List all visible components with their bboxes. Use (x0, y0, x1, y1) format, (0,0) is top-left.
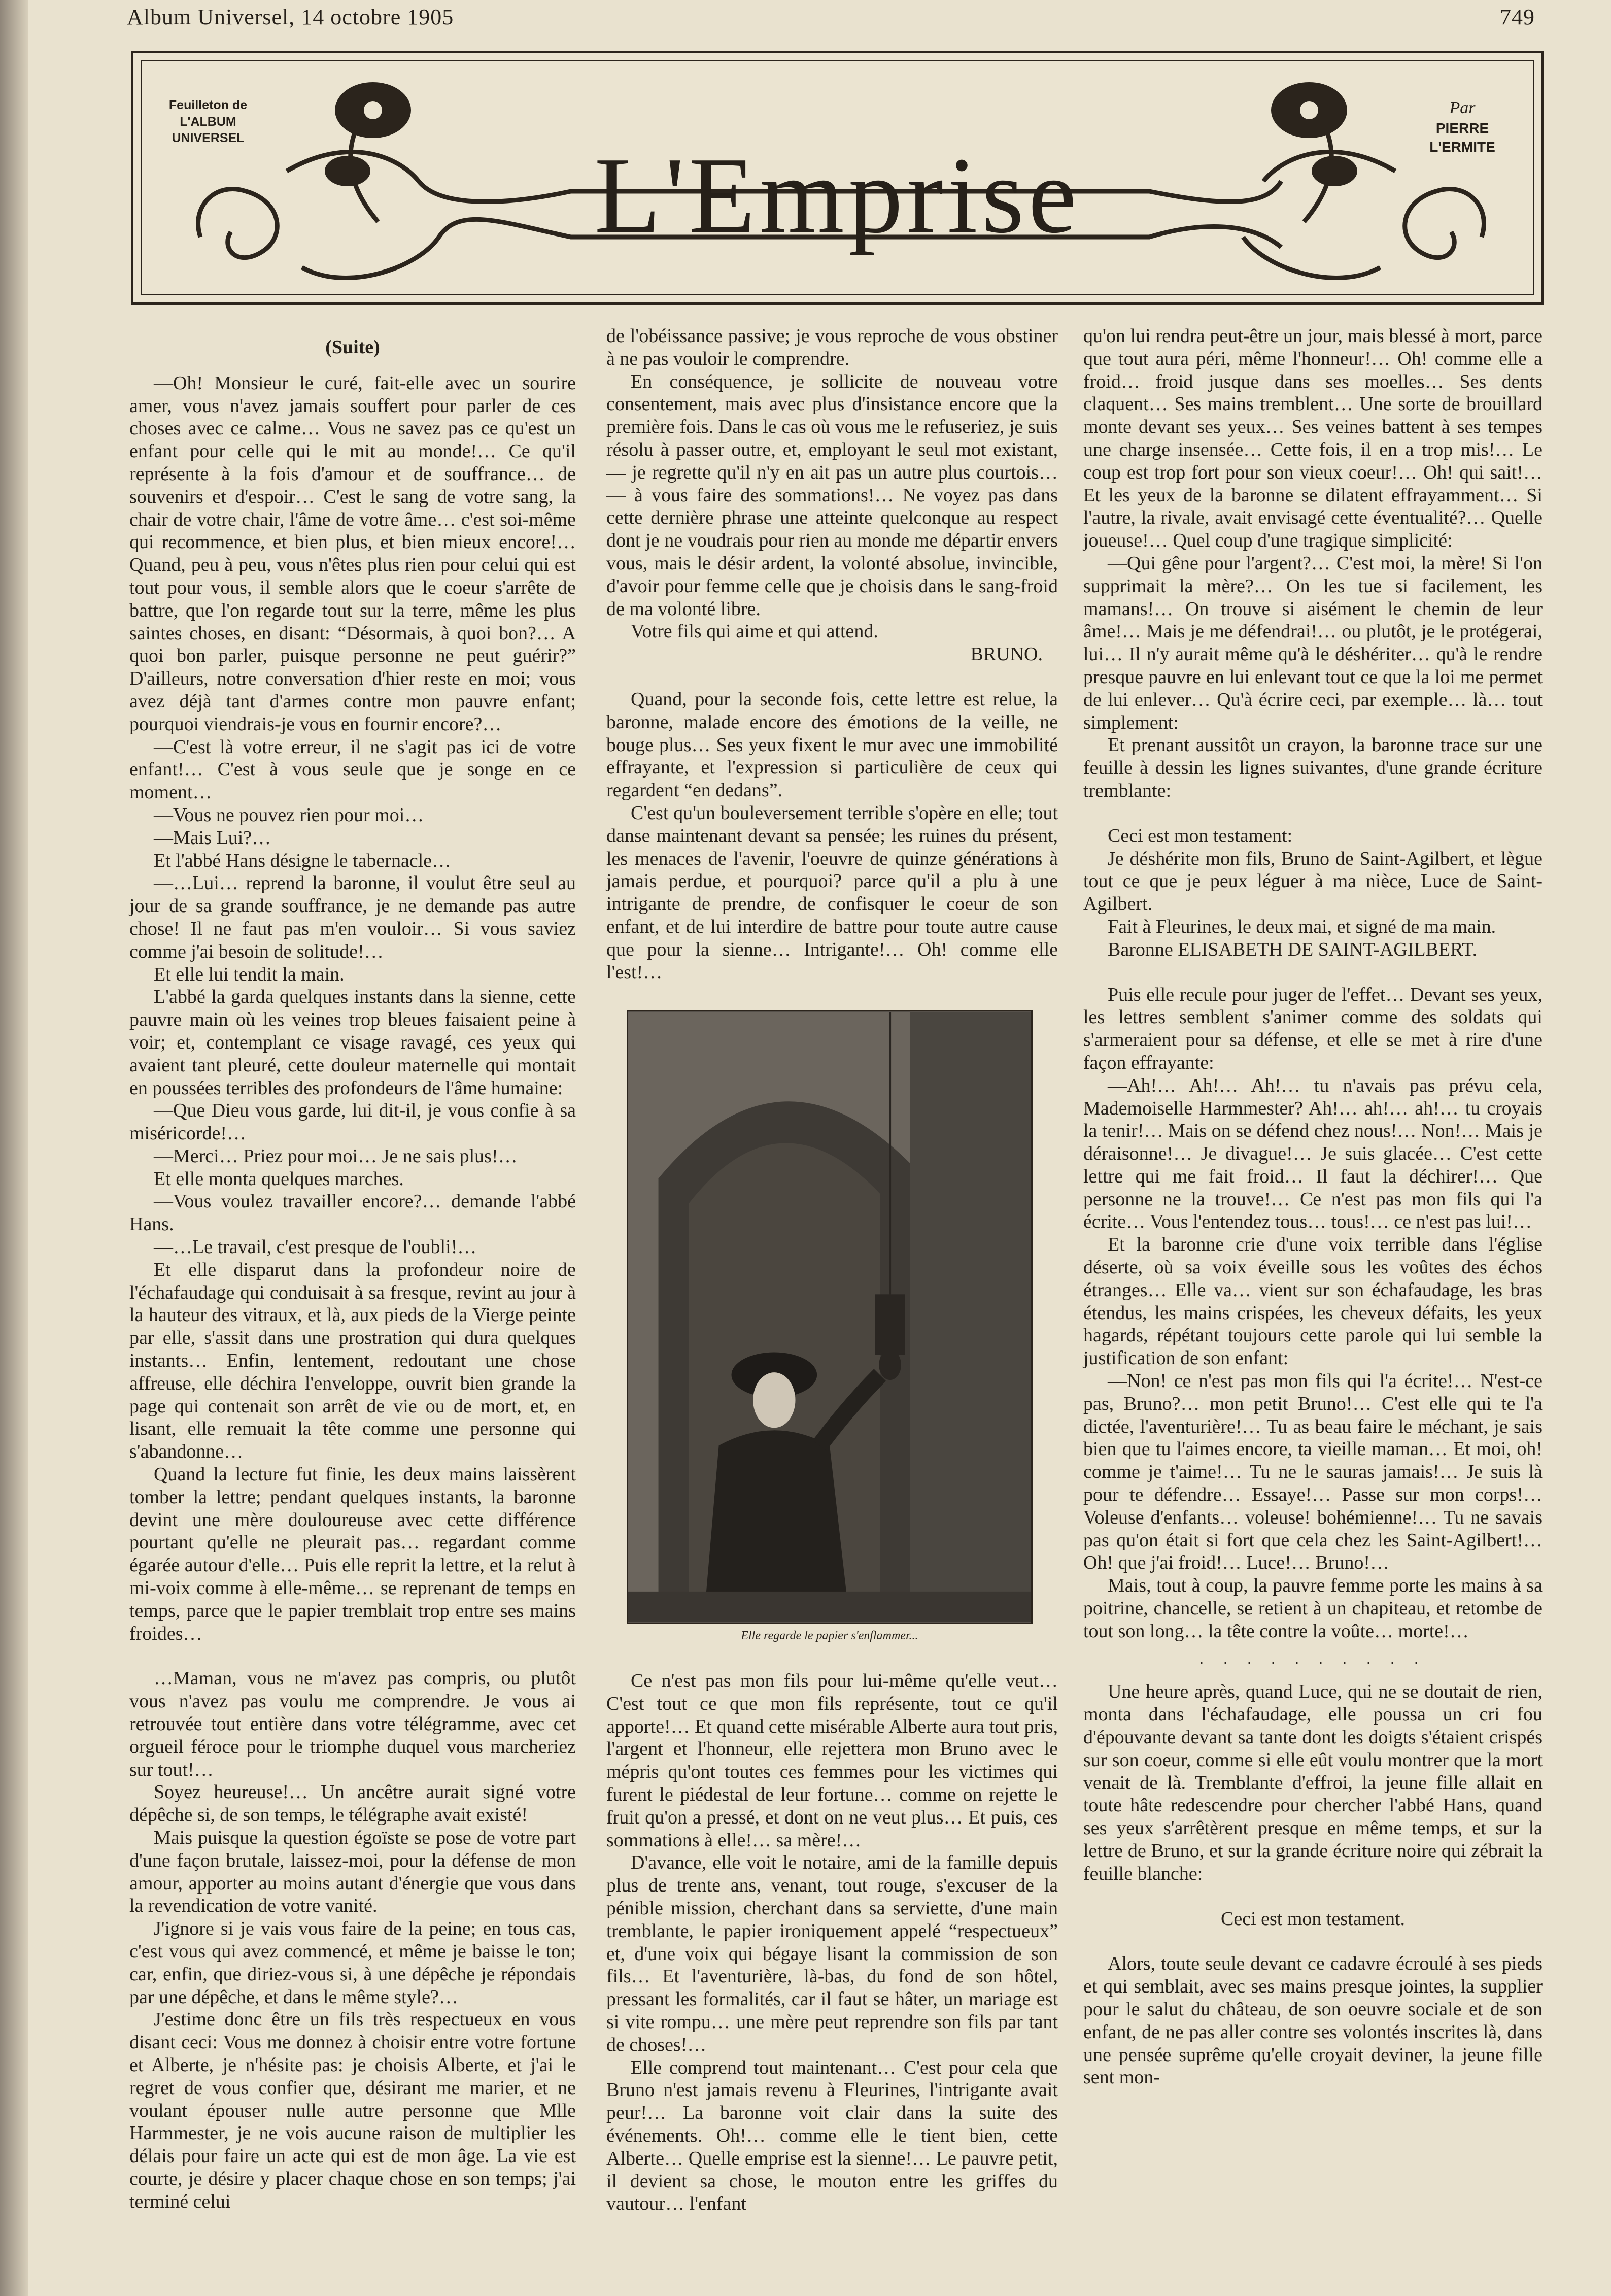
letter-paragraph: En conséquence, je sollicite de nouveau votre consentement, mais avec plus d'insistance encore que la première fois. Dans le cas où vous me le refuseriez, je suis résolu à passer outre, et, employant le seul mot existant, — je regrette qu'il n'y en ait pas un autre plus courtois… — à vous faire des sommations!… Ne voyez pas dans cette dernière phrase une atteinte quelconque au respect dont je ne voudrais pour rien au monde me départir envers vous, mais le désir ardent, la volonté absolue, invincible, d'avoir pour femme celle que je choisis dans le sang-froid de ma volonté libre. (606, 370, 1058, 620)
letter-paragraph: J'estime donc être un fils très respectueux en vous disant ceci: Vous me donnez à choisir entre votre fortune et Alberte, je n'hésite pas: je choisis Alberte, et j'ai le regret de vous confier que, désirant me marier, et ne voulant épouser nulle autre personne que Mlle Harmmester, je ne vois aucune raison de multiplier les délais pour faire un acte qui est de mon âge. La vie est courte, je désire y placer chaque chose en son temps; j'ai terminé celui (129, 2009, 576, 2212)
paragraph: —Merci… Priez pour moi… Je ne sais plus!… (154, 1145, 518, 1167)
paragraph: Ce n'est pas mon fils pour lui-même qu'elle veut… C'est tout ce que mon fils représente, tout ce qu'il apporte!… Et quand cette misérable Alberte aura tout pris, l'argent et l'honneur, elle rejettera mon Bruno avec le mépris qu'ont toutes ces femmes pour les victimes qui furent le piédestal de leur fortune… comme on rejette le fruit qu'on a pressé, et dont on ne veut plus… Et puis, ces sommations à elle!… sa mère!… (606, 1670, 1058, 1851)
story-title: L'Emprise (594, 134, 1081, 256)
paragraph: Alors, toute seule devant ce cadavre écroulé à ses pieds et qui semblait, avec ses mains presque jointes, la supplier pour le salut du château, de son oeuvre sociale et de son enfant, de ne pas aller contre ses volontés inscrites là, dans une pensée suprême qu'elle croyait deviner, la jeune fille sent mon- (1083, 1953, 1543, 2088)
testament-line: Je déshérite mon fils, Bruno de Saint-Agilbert, et lègue tout ce que je peux léguer à ma nièce, Luce de Saint-Agilbert. (1083, 848, 1543, 915)
column-1 (129, 325, 576, 2213)
paragraph: Et elle monta quelques marches. (154, 1168, 404, 1190)
feuilleton-line-2: L'ALBUM (180, 114, 236, 129)
paragraph: Une heure après, quand Luce, qui ne se doutait de rien, monta dans l'échafaudage, elle poussa un cri fou d'épouvante devant sa tante dont les doigts s'étaient crispés sur son coeur, comme si elle eût voulu montrer que la mort venait de là. Tremblante d'effroi, la jeune fille allait en toute hâte redescendre pour chercher l'abbé Hans, quand ses yeux s'arrêtèrent presque en même temps, et sur la lettre de Bruno, et sur la grande écriture noire qui zébrait la feuille blanche: (1083, 1681, 1543, 1884)
paragraph: Elle comprend tout maintenant… C'est pour cela que Bruno n'est jamais revenu à Fleurines, l'intrigante avait peur!… La baronne voit clair dans la suite des événements. Oh!… comme elle le tient bien, cette Alberte… Quelle emprise est la sienne!… Le pauvre petit, il devient sa chose, le mouton entre les griffes du vautour… l'enfant (606, 2056, 1058, 2215)
paragraph: —Vous ne pouvez rien pour moi… (154, 804, 424, 826)
letter-paragraph: de l'obéissance passive; je vous reproche de vous obstiner à ne pas vouloir le comprendre. (606, 325, 1058, 369)
author-par: Par (1449, 98, 1476, 117)
paragraph: —Mais Lui?… (154, 827, 271, 849)
paragraph: D'avance, elle voit le notaire, ami de la famille depuis plus de trente ans, venant, tout rouge, s'excuser de la pénible mission, cherchant dans sa serviette, d'une main tremblante, le papier ironiquement appelé “respectueux” et, d'une voix qui bégaye lisant la commission de son fils… Et l'aventurière, là-bas, du fond de son hôtel, pressant les formalités, car il faut se hâter, un mariage est si vite rompu… une mère peut reprendre son fils par tant de choses!… (606, 1852, 1058, 2055)
author-line-1: PIERRE (1435, 120, 1489, 137)
paragraph: —…Lui… reprend la baronne, il voulut être seul au jour de sa grande souffrance, je ne demande pas autre chose! Il ne faut pas m'en vouloir… Si vous saviez comme j'ai besoin de solitude!… (129, 872, 576, 962)
page-number: 749 (1500, 5, 1535, 29)
paragraph: —Que Dieu vous garde, lui dit-il, je vous confie à sa miséricorde!… (129, 1100, 576, 1144)
testament-signature: Baronne ELISABETH DE SAINT-AGILBERT. (1108, 938, 1478, 960)
feuilleton-line-3: UNIVERSEL (172, 131, 245, 145)
engraving-image (627, 1010, 1033, 1624)
paragraph: Et elle lui tendit la main. (154, 963, 345, 985)
paragraph: Quand, pour la seconde fois, cette lettre est relue, la baronne, malade encore des émotions de la veille, ne bouge plus… Ses yeux fixent le mur avec une immobilité effrayante, et l'expression si particulière de ceux qui regardent “en dedans”. (606, 688, 1058, 801)
author-line-2: L'ERMITE (1429, 139, 1495, 155)
paragraph: Et l'abbé Hans désigne le tabernacle… (154, 850, 452, 871)
testament-line: Ceci est mon testament: (1108, 825, 1293, 847)
engraving-drawing (628, 1011, 1031, 1623)
author-label (1396, 97, 1528, 156)
paragraph: —Non! ce n'est pas mon fils qui l'a écrite!… N'est-ce pas, Bruno?… mon petit Bruno!… C'est elle qui te l'a dictée, l'aventurière!… Tu as beau faire le méchant, je sais bien que tu l'aimes encore, ta vieille maman… Et moi, oh! comme je t'aime!… Tu ne le sauras jamais!… Je suis là pour te défendre… Essaye!… Passe sur mon corps!… Voleuse d'enfants… voleuse! bohémienne!… Tu ne savais pas qu'on était si fort que cela chez les Saint-Agilbert!… Oh! que j'ai froid!… Luce!… Bruno!… (1083, 1370, 1543, 1574)
testament-line: Fait à Fleurines, le deux mai, et signé de ma main. (1108, 916, 1496, 937)
title-banner (131, 51, 1544, 305)
paragraph: Et la baronne crie d'une voix terrible dans l'église déserte, où sa voix éveille sous les voûtes des échos étranges… Elle va… vient sur son échafaudage, les bras étendus, les mains crispées, les cheveux défaits, les yeux hagards, répétant toujours cette parole qui lui semble la justification de son enfant: (1083, 1234, 1543, 1369)
paragraph: L'abbé la garda quelques instants dans la sienne, cette pauvre main où les veines trop bleues faisaient peine à voir; et, contemplant ce visage ravagé, ces yeux qui avaient tant pleuré, cette douleur maternelle qui montait en poussées terribles des profondeurs de l'âme humaine: (129, 986, 576, 1099)
letter-paragraph: J'ignore si je vais vous faire de la peine; en tous cas, c'est vous qui avez commencé, et même je baisse le ton; car, enfin, que diriez-vous si, à une dépêche je répondais par une dépêche, et dans le même style?… (129, 1918, 576, 2008)
column-3 (1083, 325, 1543, 2089)
column-2-continued (606, 1670, 1058, 2215)
paragraph: C'est qu'un bouleversement terrible s'opère en elle; tout danse maintenant devant sa pensée; les ruines du présent, les menaces de l'avenir, l'oeuvre de quinze générations à jamais perdue, et pourquoi? parce qu'il a plu à une intrigante de prendre, de confisquer le coeur de son enfant, et de lui interdire de battre pour toute autre cause que pour la sienne… Intrigante!… Oh! comme elle l'est!… (606, 802, 1058, 983)
illustration (627, 1010, 1033, 1624)
feuilleton-line-1: Feuilleton de (168, 98, 248, 112)
paragraph: —Vous voulez travailler encore?… demande l'abbé Hans. (129, 1191, 576, 1235)
paragraph: —Ah!… Ah!… Ah!… tu n'avais pas prévu cela, Mademoiselle Harmmester? Ah!… ah!… ah!… tu croyais la tenir!… Mais on se défend chez nous!… Non!… Mais je déraisonne!… Je divague!… Je suis glacée… C'est cette lettre qui me fait froid… Il faut la déchirer!… Que personne ne la trouve!… Ce n'est pas mon fils qui l'a écrite… Vous l'entendez tous… tous!… ce n'est pas lui!… (1083, 1074, 1543, 1233)
paragraph: Mais, tout à coup, la pauvre femme porte les mains à sa poitrine, chancelle, se retient à un chapiteau, et retombe de tout son long… la tête contre la voûte… morte!… (1083, 1575, 1543, 1642)
suite-heading: (Suite) (325, 336, 380, 358)
column-2 (606, 325, 1058, 984)
paragraph: —Oh! Monsieur le curé, fait-elle avec un sourire amer, vous n'avez jamais souffert pour parler de ces choses avec ce calme… Vous ne savez pas ce qu'est un enfant pour celle qui le mit au monde!… Ce qu'il représente à la fois d'amour et de souffrance… de souvenirs et d'espoir… C'est le sang de votre sang, la chair de votre chair, l'âme de votre âme… c'est soi-même qui recommence, et bien plus, et bien mieux encore!… Quand, peu à peu, vous n'êtes plus rien pour celui qui est tout pour vous, il semble alors que le coeur s'arrête de battre, que l'on regarde tout sur la terre, même les plus saintes choses, en disant: “Désormais, à quoi bon?… A quoi bon parler, puisque personne ne peut guérir?” D'ailleurs, notre conversation d'hier reste en moi; vous avez déjà tant d'armes contre mon pauvre enfant; pourquoi viendrais-je vous en fournir encore?… (129, 372, 576, 735)
letter-signature: BRUNO. (970, 644, 1043, 665)
letter-paragraph: Soyez heureuse!… Un ancêtre aurait signé votre dépêche si, de son temps, le télégraphe avait existé! (129, 1781, 576, 1826)
paragraph: Et prenant aussitôt un crayon, la baronne trace sur une feuille à dessin les lignes suivantes, d'une grande écriture tremblante: (1083, 734, 1543, 801)
paragraph: qu'on lui rendra peut-être un jour, mais blessé à mort, parce que tout aura péri, même l'honneur!… Oh! comme elle a froid… froid jusque dans ses moelles… Ses dents claquent… Ses mains tremblent… Une sorte de brouillard monte devant ses yeux… Ses veines battent à ses tempes une charge insensée… Cette fois, il en a trop mis!… Le coup est trop fort pour son vieux coeur!… Oh! qui sait!… Et les yeux de la baronne se dilatent effrayamment… Si l'autre, la rivale, avait envisagé cette éventualité?… Quelle joueuse!… Quel coup d'une tragique simplicité: (1083, 325, 1543, 552)
paragraph: Quand la lecture fut finie, les deux mains laissèrent tomber la lettre; pendant quelques instants, la baronne devint une mère douloureuse avec cette différence pourtant qu'elle ne pleurait pas… regardant comme égarée autour d'elle… Puis elle reprit la lettre, et la relut à mi-voix comme à elle-même… se reprenant de temps en temps, parce que le papier tremblait trop entre ses mains froides… (129, 1464, 576, 1644)
paragraph: Et elle disparut dans la profondeur noire de l'échafaudage qui conduisait à sa fresque, revint au jour à la hauteur des vitraux, et là, aux pieds de la Vierge peinte par elle, s'assit dans une prostration qui dura quelques instants… Enfin, lentement, redoutant une chose affreuse, elle déchira l'enveloppe, ouvrit bien grande la page qui contenait son arrêt de vie ou de mort, et, en lisant, elle remuait la tête comme une personne qui s'abandonne… (129, 1259, 576, 1463)
paragraph: —Qui gêne pour l'argent?… C'est moi, la mère! Si l'on supprimait la mère?… On les tue si facilement, les mamans!… On trouve si aisément le chemin de leur âme!… Mais je me défendrai!… ou plutôt, je le protégerai, lui… Il n'y aurait même qu'à le déshériter… qu'à le rendre presque pauvre en lui enlevant tout ce que la loi me permet de lui enlever… Qu'à écrire ceci, par exemple… là… tout simplement: (1083, 552, 1543, 733)
paragraph: —…Le travail, c'est presque de l'oubli!… (154, 1236, 477, 1258)
letter-paragraph: Votre fils qui aime et qui attend. (631, 621, 878, 643)
letter-paragraph: …Maman, vous ne m'avez pas compris, ou plutôt vous n'avez pas voulu me comprendre. Je vous ai retrouvée tout entière dans votre télégramme, avec cet orgueil féroce pour le triomphe duquel vous marcheriez sur tout!… (129, 1668, 576, 1780)
banner-inner-frame (141, 60, 1534, 295)
running-header: Album Universel, 14 octobre 1905 (127, 5, 454, 29)
paragraph: —C'est là votre erreur, il ne s'agit pas ici de votre enfant!… C'est à vous seule que je songe en ce moment… (129, 736, 576, 803)
testament-quote: Ceci est mon testament. (1220, 1908, 1406, 1930)
page-gutter (0, 0, 28, 2296)
paragraph: Puis elle recule pour juger de l'effet… Devant ses yeux, les lettres semblent s'animer comme des soldats qui s'armeraient pour sa défense, et elle se met à rire d'une façon effrayante: (1083, 984, 1543, 1073)
illustration-caption: Elle regarde le papier s'enflammer... (741, 1629, 918, 1642)
letter-paragraph: Mais puisque la question égoïste se pose de votre part d'une façon brutale, laissez-moi, pour la défense de mon amour, apporter au moins autant d'énergie que vous dans la revendication de votre vanité. (129, 1827, 576, 1917)
section-break: . . . . . . . . . . (1199, 1650, 1426, 1667)
